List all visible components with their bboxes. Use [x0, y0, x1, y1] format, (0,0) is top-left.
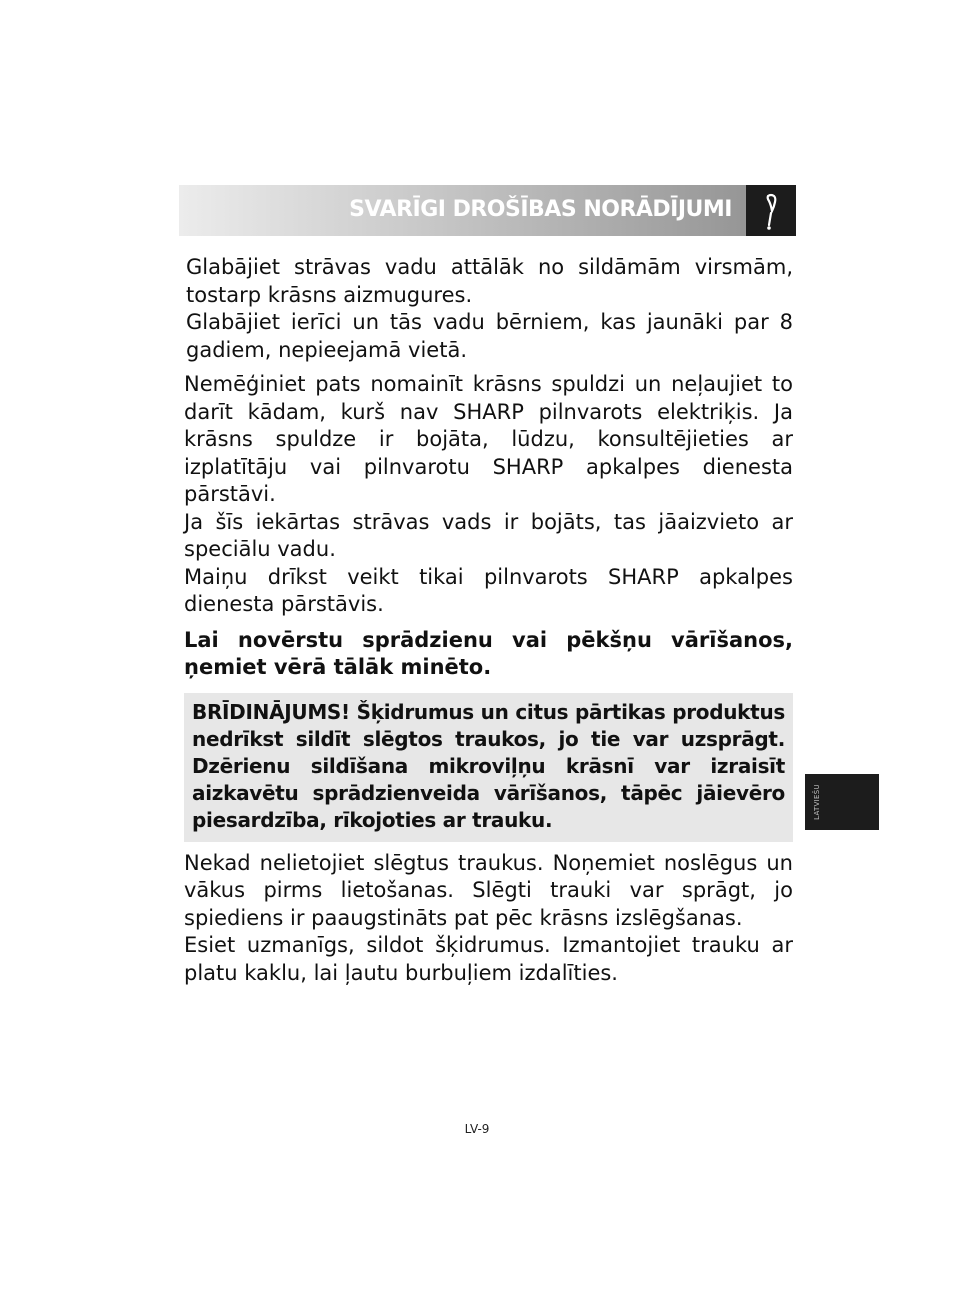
instruction-paragraph: Glabājiet ierīci un tās vadu bērniem, kas jaunāki par 8 gadiem, nepieejamā vietā. — [186, 310, 793, 362]
instructions-content — [184, 254, 793, 987]
instruction-paragraph: Ja šīs iekārtas strāvas vads ir bojāts, tas jāaizvieto ar speciālu vadu. — [184, 509, 793, 561]
page-number: LV-9 — [464, 1122, 490, 1136]
explosion-notice: Lai novērstu sprādzienu vai pēkšņu vārīšanos, ņemiet vērā tālāk minēto. — [184, 627, 793, 679]
instruction-paragraph: Nekad nelietojiet slēgtus traukus. Noņemiet noslēgus un vākus pirms lietošanas. Slēgti trauki var sprāgt, jo spiediens ir paaugstināts pat pēc krāsns izslēgšanas. — [184, 850, 793, 930]
exclamation-icon — [746, 185, 796, 236]
warning-text: BRĪDINĀJUMS! Šķidrumus un citus pārtikas produktus nedrīkst sildīt slēgtos traukos, jo tie var uzsprāgt. Dzērienu sildīšana mikroviļņu krāsnī var izraisīt aizkavētu sprādzienveida vārīšanos, tāpēc jāievēro piesardzība, rīkojoties ar trauku. — [192, 699, 785, 832]
instruction-paragraph: Nemēģiniet pats nomainīt krāsns spuldzi un neļaujiet to darīt kādam, kurš nav SHARP pilnvarots elektriķis. Ja krāsns spuldze ir bojāta, lūdzu, konsultējieties ar izplatītāju vai pilnvarotu SHARP apkalpes dienesta pārstāvi. — [184, 372, 793, 506]
instruction-paragraph: Glabājiet strāvas vadu attālāk no sildāmām virsmām, tostarp krāsns aizmugures. — [186, 255, 793, 307]
instruction-paragraph: Maiņu drīkst veikt tikai pilnvarots SHARP apkalpes dienesta pārstāvis. — [184, 564, 793, 616]
warning-box — [184, 693, 793, 842]
language-tab-label: LATVIEŠU — [813, 784, 821, 820]
language-tab — [805, 774, 879, 830]
instruction-paragraph: Esiet uzmanīgs, sildot šķidrumus. Izmantojiet trauku ar platu kaklu, lai ļautu burbuļiem izdalīties. — [184, 933, 793, 985]
section-header — [179, 185, 796, 236]
section-title: SVARĪGI DROŠĪBAS NORĀDĪJUMI — [349, 197, 732, 222]
